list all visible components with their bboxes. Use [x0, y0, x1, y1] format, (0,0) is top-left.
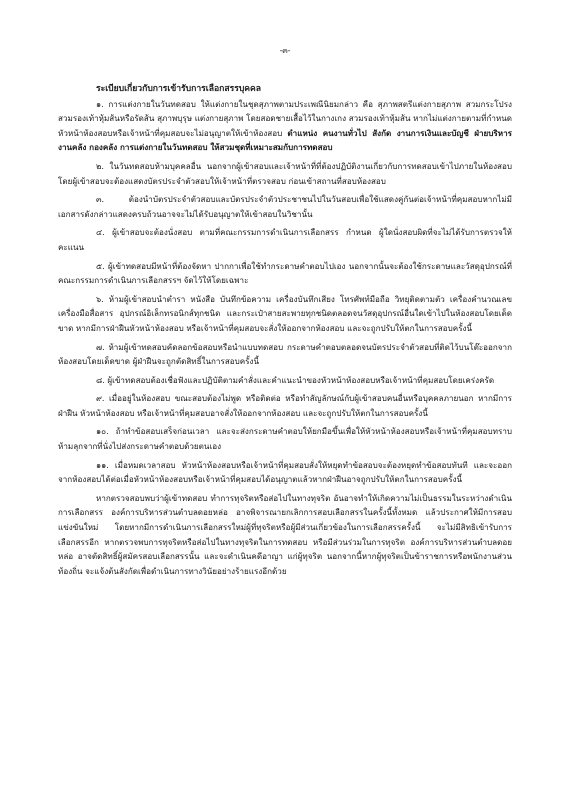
- paragraph-1: [58, 97, 512, 155]
- paragraph-6: ๖. ห้ามผู้เข้าสอบนำตำรา หนังสือ บันทึกข้อความ เครื่องบันทึกเสียง โทรศัพท์มือถือ วิทยุติดตามตัว เครื่องคำนวณเลข เครื่องมือสื่อสาร อุปกรณ์อิเล็กทรอนิกส์ทุกชนิด และกระเป๋าสายสะพายทุกชนิดตลอดจนวัสดุอุปกรณ์อื่นใดเข้าไปในห้องสอบโดยเด็ดขาด หากมีการฝ่าฝืนหัวหน้าห้องสอบ หรือเจ้าหน้าที่คุมสอบจะสั่งให้ออกจากห้องสอบ และจะถูกปรับให้ตกในการสอบครั้งนี้: [58, 293, 512, 333]
- page-number: -๓-: [279, 46, 291, 55]
- paragraph-closing: หากตรวจสอบพบว่าผู้เข้าทดสอบ ทำการทุจริตหรือส่อไปในทางทุจริต อันอาจทำให้เกิดความไม่เป็นธรรมในระหว่างดำเนินการเลือกสรร องค์การบริหารส่วนตำบลดอยหล่อ อาจพิจารณายกเลิกการสอบเลือกสรรในครั้งนี้ทั้งหมด แล้วประกาศให้มีการสอบแข่งขันใหม่ โดยหากมีการดำเนินการเลือกสรรใหม่ผู้ที่ทุจริตหรือผู้มีส่วนเกี่ยวข้องในการเลือกสรรครั้งนี้ จะไม่มีสิทธิเข้ารับการเลือกสรรอีก หากตรวจพบการทุจริตหรือส่อไปในทางทุจริตในการทดสอบ หรือมีส่วนร่วมในการทุจริต องค์การบริหารส่วนตำบลดอยหล่อ อาจตัดสิทธิ์ผู้สมัครสอบเลือกสรรนั้น และจะดำเนินคดีอาญา แก่ผู้ทุจริต นอกจากนี้หากผู้ทุจริตเป็นข้าราชการหรือพนักงานส่วนท้องถิ่น จะแจ้งต้นสังกัดเพื่อดำเนินการทางวินัยอย่างร้ายแรงอีกด้วย: [58, 492, 512, 576]
- paragraph-11: ๑๑. เมื่อหมดเวลาสอบ หัวหน้าห้องสอบหรือเจ้าหน้าที่คุมสอบสั่งให้หยุดทำข้อสอบจะต้องหยุดทำข้อสอบทันที และจะออกจากห้องสอบได้ต่อเมื่อหัวหน้าห้องสอบหรือเจ้าหน้าที่คุมสอบได้อนุญาตแล้วหากฝ่าฝืนอาจถูกปรับให้ตกในการสอบครั้งนี้: [58, 459, 512, 485]
- paragraph-7: ๗. ห้ามผู้เข้าทดสอบคัดลอกข้อสอบหรือนำแบบทดสอบ กระดาษคำตอบตลอดจนบัตรประจำตัวสอบที่ติดไว้บนโต๊ะออกจากห้องสอบโดยเด็ดขาด ผู้ฝ่าฝืนจะถูกตัดสิทธิ์ในการสอบครั้งนี้: [58, 341, 512, 367]
- paragraph-8: ๘. ผู้เข้าทดสอบต้องเชื่อฟังและปฏิบัติตามคำสั่งและคำแนะนำของหัวหน้าห้องสอบหรือเจ้าหน้าที่คุมสอบโดยเคร่งครัด: [96, 374, 495, 385]
- document-title: ระเบียบเกี่ยวกับการเข้ารับการเลือกสรรบุคคล: [96, 84, 262, 94]
- paragraph-9: ๙. เมื่ออยู่ในห้องสอบ ขณะสอบต้องไม่พูด หรือติดต่อ หรือทำสัญลักษณ์กับผู้เข้าสอบคนอื่นหรือบุคคลภายนอก หากมีการฝ่าฝืน หัวหน้าห้องสอบ หรือเจ้าหน้าที่คุมสอบอาจสั่งให้ออกจากห้องสอบ และจะถูกปรับให้ตกในการสอบครั้งนี้: [58, 393, 512, 418]
- paragraph-1-text: ๑. การแต่งกายในวันทดสอบ ให้แต่งกายในชุดสุภาพตามประเพณีนิยมกล่าว คือ สุภาพสตรีแต่งกายสุภาพ สวมกระโปรง สวมรองเท้าหุ้มส้นหรือรัดส้น สุภาพบุรุษ แต่งกายสุภาพ โดยสอดชายเสื้อไว้ในกางเกง สวมรองเท้าหุ้มส้น หากไม่แต่งกายตามที่กำหนดหัวหน้าห้องสอบหรือเจ้าหน้าที่คุมสอบจะไม่อนุญาตให้เข้าห้องสอบ: [58, 98, 512, 138]
- paragraph-4: ๔. ผู้เข้าสอบจะต้องนั่งสอบ ตามที่คณะกรรมการดำเนินการเลือกสรร กำหนด ผู้ใดนั่งสอบผิดที่จะไม่ได้รับการตรวจให้คะแนน: [58, 227, 512, 252]
- paragraph-3: ๓. ต้องนำบัตรประจำตัวสอบและบัตรประจำตัวประชาชนไปในวันสอบเพื่อใช้แสดงคู่กันต่อเจ้าหน้าที่คุมสอบหากไม่มีเอกสารดังกล่าวแสดงครบถ้วนอาจจะไม่ได้รับอนุญาตให้เข้าสอบในวิชานั้น: [58, 194, 512, 219]
- paragraph-5: ๕. ผู้เข้าทดสอบมีหน้าที่ต้องจัดหา ปากกาเพื่อใช้ทำกระดาษคำตอบไปเอง นอกจากนั้นจะต้องใช้กระดาษและวัสดุอุปกรณ์ที่คณะกรรมการดำเนินการเลือกสรรฯ จัดไว้ให้โดยเฉพาะ: [58, 260, 512, 286]
- paragraph-10: ๑๐. ถ้าทำข้อสอบเสร็จก่อนเวลา และจะส่งกระดาษคำตอบให้ยกมือขึ้นเพื่อให้หัวหน้าห้องสอบหรือเจ้าหน้าที่คุมสอบทราบ ห้ามลุกจากที่นั่งไปส่งกระดาษคำตอบด้วยตนเอง: [58, 426, 512, 452]
- paragraph-1-bold-text: ตำแหน่ง คนงานทั่วไป สังกัด งานการเงินและบัญชี ฝ่ายบริหารงานคลัง กองคลัง การแต่งกายในวันทดสอบ ให้สวมชุดที่เหมาะสมกับการทดสอบ: [58, 127, 512, 153]
- paragraph-2: ๒. ในวันทดสอบห้ามบุคคลอื่น นอกจากผู้เข้าสอบและเจ้าหน้าที่ที่ต้องปฏิบัติงานเกี่ยวกับการทดสอบเข้าไปภายในห้องสอบ โดยผู้เข้าสอบจะต้องแสดงบัตรประจำตัวสอบให้เจ้าหน้าที่ตรวจสอบ ก่อนเข้าสถานที่สอบห้องสอบ: [58, 160, 512, 186]
